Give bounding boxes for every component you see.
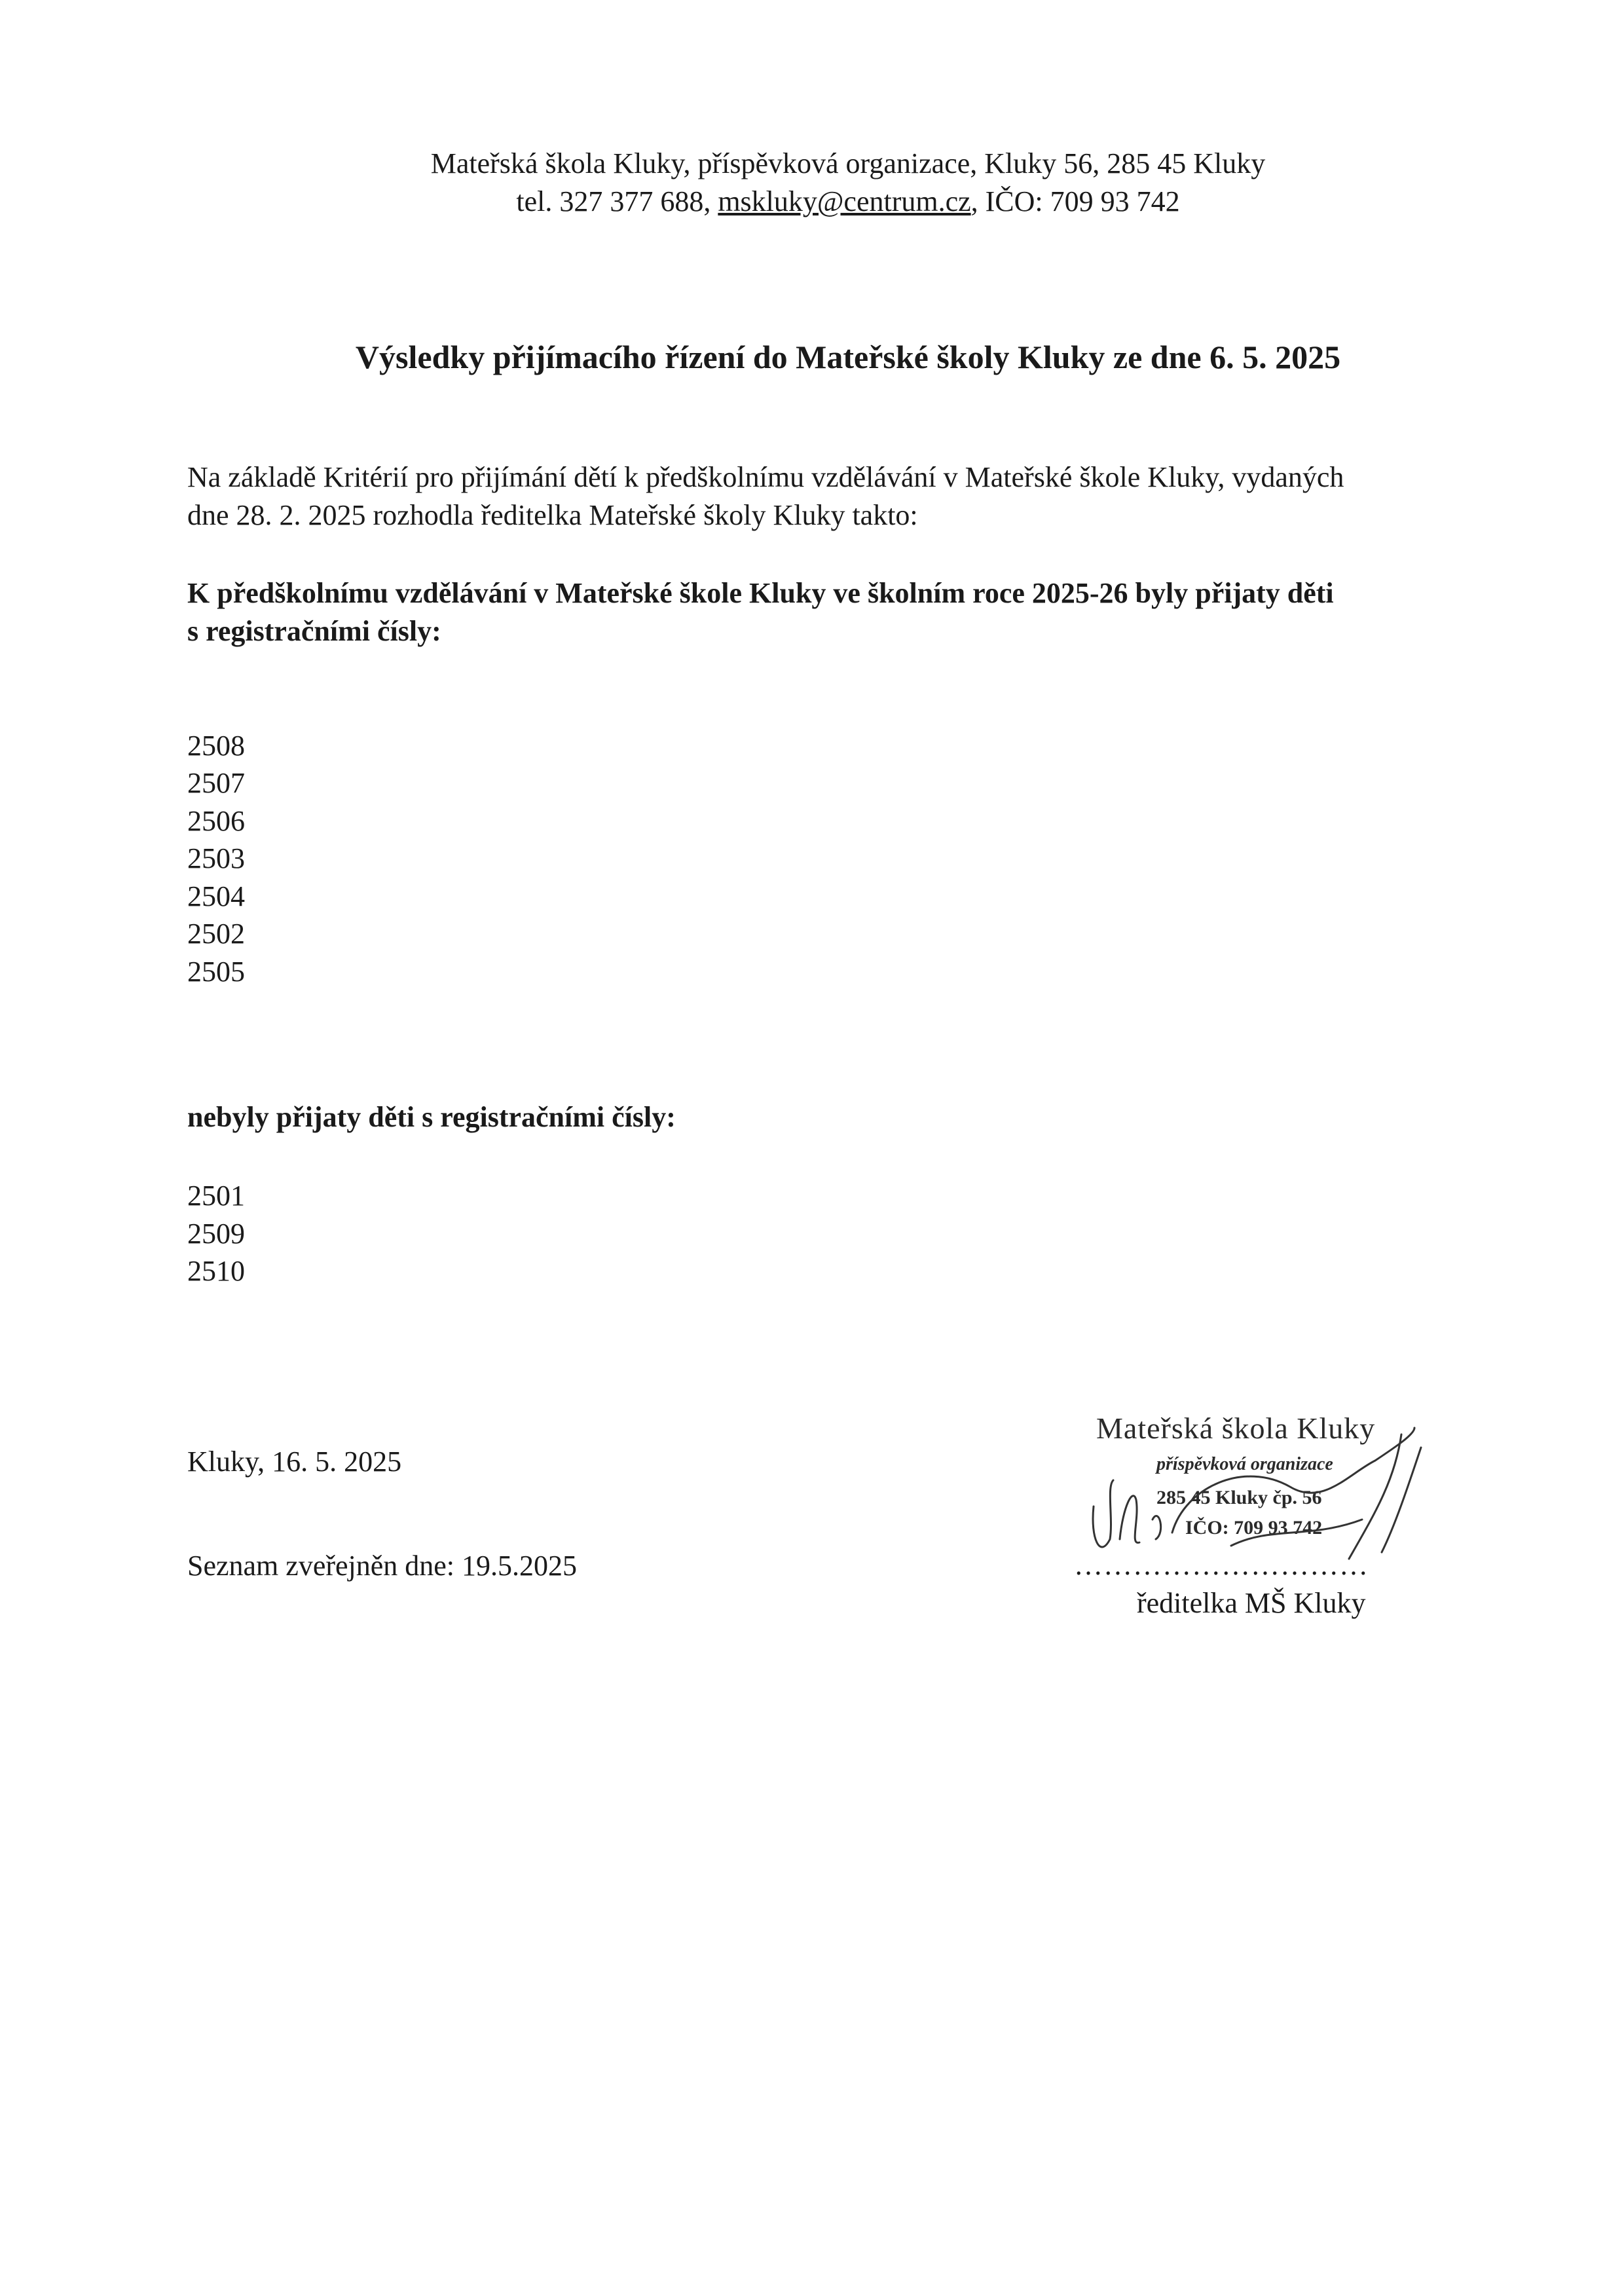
intro-line-2: dne 28. 2. 2025 rozhodla ředitelka Mateřské školy Kluky takto: <box>187 499 918 531</box>
rejected-heading: nebyly přijaty děti s registračními čísly: <box>187 1101 676 1133</box>
email-link[interactable]: mskluky@centrum.cz <box>718 185 971 217</box>
rejected-number: 2510 <box>187 1255 245 1287</box>
signature-line: ………………………… <box>1074 1549 1369 1581</box>
accepted-number: 2503 <box>187 842 245 874</box>
stamp-line-3: 285 45 Kluky čp. 56 <box>1156 1487 1322 1508</box>
place-date: Kluky, 16. 5. 2025 <box>187 1446 402 1478</box>
accepted-number: 2508 <box>187 730 245 762</box>
accepted-number: 2505 <box>187 956 245 988</box>
stamp-line-1: Mateřská škola Kluky <box>1096 1411 1376 1445</box>
stamp-line-4: IČO: 709 93 742 <box>1185 1517 1323 1539</box>
accepted-number: 2504 <box>187 880 245 912</box>
rejected-number: 2509 <box>187 1218 245 1250</box>
document-title: Výsledky přijímacího řízení do Mateřské školy Kluky ze dne 6. 5. 2025 <box>355 339 1341 375</box>
ico-text: , IČO: 709 93 742 <box>970 185 1180 217</box>
school-address-line: Mateřská škola Kluky, příspěvková organizace, Kluky 56, 285 45 Kluky <box>430 147 1266 179</box>
accepted-heading-line-1: K předškolnímu vzdělávání v Mateřské škole Kluky ve školním roce 2025-26 byly přijaty děti <box>187 577 1334 609</box>
signatory-title: ředitelka MŠ Kluky <box>1137 1587 1366 1619</box>
rejected-number: 2501 <box>187 1180 245 1212</box>
school-contact-line <box>0 183 1624 220</box>
accepted-number: 2506 <box>187 805 245 837</box>
phone-text: tel. 327 377 688, <box>516 185 718 217</box>
accepted-number: 2507 <box>187 767 245 799</box>
stamp-line-2: příspěvková organizace <box>1156 1454 1333 1474</box>
accepted-number: 2502 <box>187 918 245 950</box>
publication-date: Seznam zveřejněn dne: 19.5.2025 <box>187 1550 578 1582</box>
accepted-heading-line-2: s registračními čísly: <box>187 615 441 647</box>
intro-line-1: Na základě Kritérií pro přijímání dětí k předškolnímu vzdělávání v Mateřské škole Kluky, vydaných <box>187 461 1344 493</box>
